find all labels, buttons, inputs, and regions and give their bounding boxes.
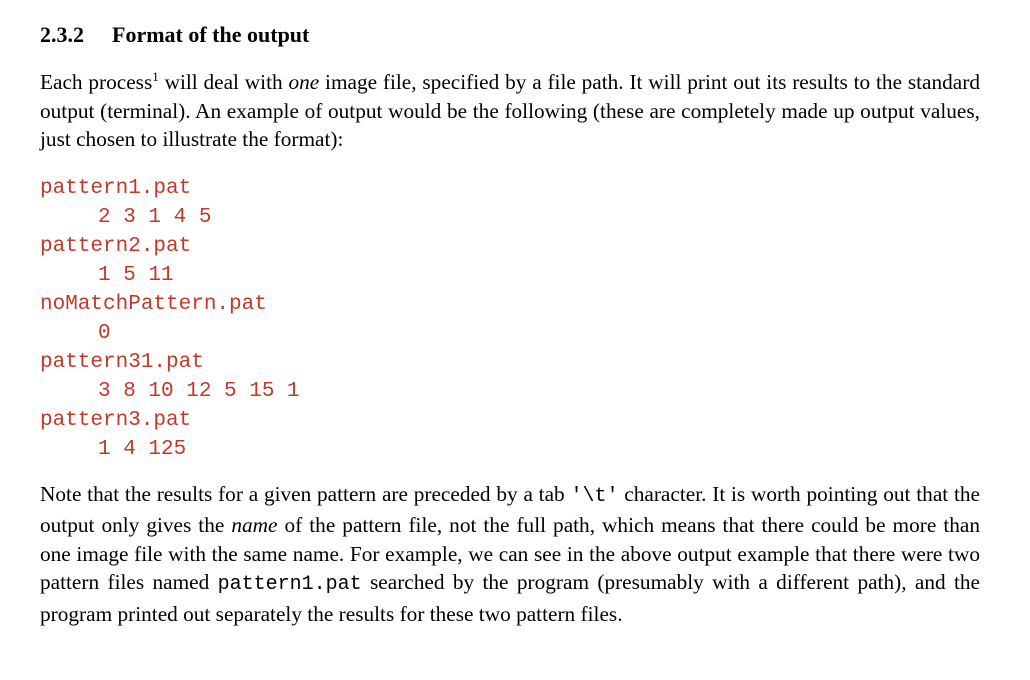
output-example-block <box>40 174 980 464</box>
intro-emphasis: one <box>288 70 320 94</box>
note-text-2: character. It is worth pointing out that the output only gives the <box>40 481 980 537</box>
note-text-1: Note that the results for a given pattern are preceded by a tab <box>40 481 571 506</box>
output-line-results: 2 3 1 4 5 <box>98 205 212 229</box>
output-line-filename: pattern31.pat <box>40 350 204 374</box>
note-text-4: searched by the program (presumably with a different path), and the program printed out separately the results for these two pattern files. <box>40 570 980 626</box>
output-line-filename: noMatchPattern.pat <box>40 292 267 316</box>
output-line-filename: pattern1.pat <box>40 176 192 200</box>
inline-code-filename: pattern1.pat <box>217 573 362 596</box>
tab-character-code: '\t' <box>570 484 619 508</box>
note-text-3: of the pattern file, not the full path, which means that there could be more than one image file with the same name. For example, we can see in the above output example that there were two pattern files named <box>40 513 980 594</box>
section-title: Format of the output <box>112 22 310 47</box>
footnote-mark[interactable]: 1 <box>152 68 159 84</box>
output-line-filename: pattern2.pat <box>40 234 192 258</box>
intro-text-3: image file, specified by a file path. It will print out its results to the standard output (terminal). An example of output would be the following (these are completely made up output values, just chosen to illustrate the format): <box>40 70 980 151</box>
intro-text-1: Each process <box>40 70 153 94</box>
note-paragraph <box>40 480 980 629</box>
output-line-results: 1 5 11 <box>98 263 174 287</box>
output-line-filename: pattern3.pat <box>40 408 192 432</box>
section-number: 2.3.2 <box>40 22 84 47</box>
intro-paragraph <box>40 68 980 154</box>
note-emphasis: name <box>231 513 278 537</box>
output-line-results: 0 <box>98 321 111 345</box>
output-line-results: 1 4 125 <box>98 437 187 461</box>
document-page <box>40 20 980 628</box>
section-heading <box>40 20 980 50</box>
output-line-results: 3 8 10 12 5 15 1 <box>98 379 300 403</box>
intro-text-2: will deal with <box>158 70 289 94</box>
